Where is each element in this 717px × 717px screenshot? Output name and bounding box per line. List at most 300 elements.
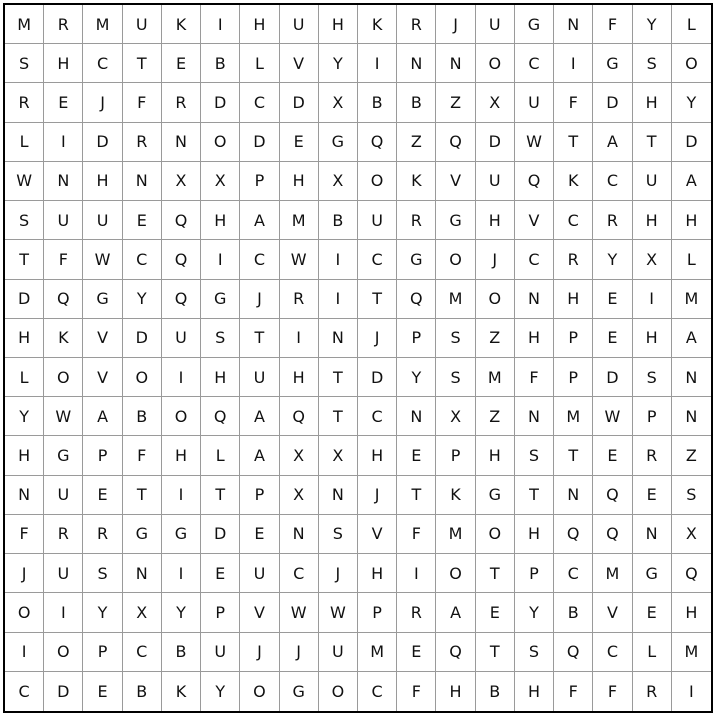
letter-cell[interactable]: W: [593, 397, 632, 436]
letter-cell[interactable]: U: [476, 5, 515, 44]
letter-cell[interactable]: B: [397, 83, 436, 122]
letter-cell[interactable]: O: [240, 672, 279, 711]
letter-cell[interactable]: B: [358, 83, 397, 122]
letter-cell[interactable]: F: [397, 672, 436, 711]
letter-cell[interactable]: N: [397, 44, 436, 83]
letter-cell[interactable]: O: [476, 280, 515, 319]
letter-cell[interactable]: F: [5, 515, 44, 554]
letter-cell[interactable]: T: [476, 633, 515, 672]
letter-cell[interactable]: V: [240, 593, 279, 632]
letter-cell[interactable]: N: [554, 476, 593, 515]
letter-cell[interactable]: O: [123, 358, 162, 397]
letter-cell[interactable]: P: [83, 436, 122, 475]
letter-cell[interactable]: U: [319, 633, 358, 672]
letter-cell[interactable]: T: [633, 123, 672, 162]
letter-cell[interactable]: R: [162, 83, 201, 122]
letter-cell[interactable]: S: [672, 476, 711, 515]
letter-cell[interactable]: A: [240, 436, 279, 475]
letter-cell[interactable]: X: [319, 436, 358, 475]
letter-cell[interactable]: H: [515, 672, 554, 711]
letter-cell[interactable]: P: [554, 358, 593, 397]
letter-cell[interactable]: P: [358, 593, 397, 632]
letter-cell[interactable]: R: [397, 5, 436, 44]
letter-cell[interactable]: Z: [476, 319, 515, 358]
letter-cell[interactable]: U: [280, 5, 319, 44]
letter-cell[interactable]: E: [397, 436, 436, 475]
letter-cell[interactable]: N: [319, 319, 358, 358]
letter-cell[interactable]: X: [476, 83, 515, 122]
letter-cell[interactable]: H: [515, 319, 554, 358]
letter-cell[interactable]: R: [593, 201, 632, 240]
letter-cell[interactable]: H: [201, 201, 240, 240]
letter-cell[interactable]: T: [240, 319, 279, 358]
letter-cell[interactable]: K: [554, 162, 593, 201]
letter-cell[interactable]: F: [593, 672, 632, 711]
letter-cell[interactable]: U: [515, 83, 554, 122]
letter-cell[interactable]: J: [83, 83, 122, 122]
letter-cell[interactable]: N: [554, 5, 593, 44]
letter-cell[interactable]: R: [5, 83, 44, 122]
letter-cell[interactable]: S: [5, 44, 44, 83]
letter-cell[interactable]: A: [83, 397, 122, 436]
letter-cell[interactable]: Q: [162, 201, 201, 240]
letter-cell[interactable]: J: [358, 476, 397, 515]
letter-cell[interactable]: P: [240, 476, 279, 515]
letter-cell[interactable]: K: [162, 672, 201, 711]
letter-cell[interactable]: X: [280, 476, 319, 515]
letter-cell[interactable]: G: [162, 515, 201, 554]
letter-cell[interactable]: A: [240, 201, 279, 240]
letter-cell[interactable]: H: [633, 319, 672, 358]
letter-cell[interactable]: J: [5, 554, 44, 593]
letter-cell[interactable]: O: [436, 554, 475, 593]
letter-cell[interactable]: Q: [162, 240, 201, 279]
letter-cell[interactable]: C: [240, 240, 279, 279]
letter-cell[interactable]: Y: [319, 44, 358, 83]
letter-cell[interactable]: Q: [162, 280, 201, 319]
letter-cell[interactable]: T: [515, 476, 554, 515]
letter-cell[interactable]: X: [162, 162, 201, 201]
letter-cell[interactable]: E: [593, 436, 632, 475]
letter-cell[interactable]: M: [672, 280, 711, 319]
letter-cell[interactable]: D: [83, 123, 122, 162]
letter-cell[interactable]: U: [476, 162, 515, 201]
letter-cell[interactable]: N: [123, 162, 162, 201]
letter-cell[interactable]: C: [280, 554, 319, 593]
letter-cell[interactable]: H: [162, 436, 201, 475]
letter-cell[interactable]: Q: [280, 397, 319, 436]
letter-cell[interactable]: G: [476, 476, 515, 515]
letter-cell[interactable]: V: [83, 358, 122, 397]
letter-cell[interactable]: N: [672, 397, 711, 436]
letter-cell[interactable]: O: [162, 397, 201, 436]
letter-cell[interactable]: T: [5, 240, 44, 279]
letter-cell[interactable]: O: [476, 515, 515, 554]
letter-cell[interactable]: S: [436, 358, 475, 397]
letter-cell[interactable]: F: [44, 240, 83, 279]
letter-cell[interactable]: N: [436, 44, 475, 83]
letter-cell[interactable]: N: [123, 554, 162, 593]
letter-cell[interactable]: M: [280, 201, 319, 240]
letter-cell[interactable]: Y: [633, 5, 672, 44]
letter-cell[interactable]: I: [201, 240, 240, 279]
letter-cell[interactable]: N: [5, 476, 44, 515]
letter-cell[interactable]: I: [554, 44, 593, 83]
letter-cell[interactable]: C: [515, 240, 554, 279]
letter-cell[interactable]: I: [44, 593, 83, 632]
letter-cell[interactable]: F: [554, 83, 593, 122]
letter-cell[interactable]: R: [554, 240, 593, 279]
letter-cell[interactable]: D: [476, 123, 515, 162]
letter-cell[interactable]: L: [240, 44, 279, 83]
letter-cell[interactable]: I: [162, 358, 201, 397]
letter-cell[interactable]: H: [358, 554, 397, 593]
letter-cell[interactable]: E: [397, 633, 436, 672]
letter-cell[interactable]: B: [162, 633, 201, 672]
letter-cell[interactable]: I: [280, 319, 319, 358]
letter-cell[interactable]: Y: [515, 593, 554, 632]
letter-cell[interactable]: I: [44, 123, 83, 162]
letter-cell[interactable]: O: [436, 240, 475, 279]
letter-cell[interactable]: Q: [554, 515, 593, 554]
letter-cell[interactable]: H: [515, 515, 554, 554]
letter-cell[interactable]: F: [593, 5, 632, 44]
letter-cell[interactable]: H: [672, 201, 711, 240]
letter-cell[interactable]: H: [5, 319, 44, 358]
letter-cell[interactable]: H: [672, 593, 711, 632]
letter-cell[interactable]: Q: [201, 397, 240, 436]
letter-cell[interactable]: Y: [397, 358, 436, 397]
letter-cell[interactable]: E: [201, 554, 240, 593]
letter-cell[interactable]: P: [201, 593, 240, 632]
letter-cell[interactable]: O: [672, 44, 711, 83]
letter-cell[interactable]: D: [593, 358, 632, 397]
letter-cell[interactable]: Q: [672, 554, 711, 593]
letter-cell[interactable]: I: [162, 476, 201, 515]
letter-cell[interactable]: U: [240, 554, 279, 593]
letter-cell[interactable]: I: [633, 280, 672, 319]
letter-cell[interactable]: K: [44, 319, 83, 358]
letter-cell[interactable]: O: [358, 162, 397, 201]
letter-cell[interactable]: Z: [436, 83, 475, 122]
letter-cell[interactable]: C: [554, 554, 593, 593]
letter-cell[interactable]: A: [672, 319, 711, 358]
letter-cell[interactable]: R: [397, 201, 436, 240]
letter-cell[interactable]: B: [201, 44, 240, 83]
letter-cell[interactable]: A: [593, 123, 632, 162]
letter-cell[interactable]: B: [319, 201, 358, 240]
letter-cell[interactable]: H: [240, 5, 279, 44]
letter-cell[interactable]: T: [123, 44, 162, 83]
letter-cell[interactable]: P: [554, 319, 593, 358]
letter-cell[interactable]: L: [672, 5, 711, 44]
letter-cell[interactable]: S: [633, 44, 672, 83]
letter-cell[interactable]: J: [319, 554, 358, 593]
letter-cell[interactable]: Q: [515, 162, 554, 201]
letter-cell[interactable]: W: [44, 397, 83, 436]
letter-cell[interactable]: G: [201, 280, 240, 319]
letter-cell[interactable]: K: [397, 162, 436, 201]
letter-cell[interactable]: R: [44, 5, 83, 44]
letter-cell[interactable]: J: [240, 633, 279, 672]
letter-cell[interactable]: M: [554, 397, 593, 436]
letter-cell[interactable]: D: [201, 515, 240, 554]
letter-cell[interactable]: I: [201, 5, 240, 44]
letter-cell[interactable]: B: [123, 397, 162, 436]
letter-cell[interactable]: N: [672, 358, 711, 397]
letter-cell[interactable]: E: [633, 476, 672, 515]
letter-cell[interactable]: O: [44, 358, 83, 397]
letter-cell[interactable]: Q: [554, 633, 593, 672]
letter-cell[interactable]: F: [123, 83, 162, 122]
letter-cell[interactable]: P: [515, 554, 554, 593]
letter-cell[interactable]: K: [436, 476, 475, 515]
letter-cell[interactable]: J: [240, 280, 279, 319]
letter-cell[interactable]: G: [44, 436, 83, 475]
letter-cell[interactable]: W: [280, 240, 319, 279]
letter-cell[interactable]: M: [476, 358, 515, 397]
letter-cell[interactable]: G: [319, 123, 358, 162]
letter-cell[interactable]: Y: [5, 397, 44, 436]
letter-cell[interactable]: I: [162, 554, 201, 593]
letter-cell[interactable]: V: [436, 162, 475, 201]
letter-cell[interactable]: D: [44, 672, 83, 711]
letter-cell[interactable]: X: [319, 162, 358, 201]
letter-cell[interactable]: D: [672, 123, 711, 162]
letter-cell[interactable]: P: [436, 436, 475, 475]
letter-cell[interactable]: X: [319, 83, 358, 122]
letter-cell[interactable]: I: [319, 280, 358, 319]
letter-cell[interactable]: D: [593, 83, 632, 122]
letter-cell[interactable]: W: [83, 240, 122, 279]
letter-cell[interactable]: T: [123, 476, 162, 515]
letter-cell[interactable]: P: [633, 397, 672, 436]
letter-cell[interactable]: T: [319, 358, 358, 397]
letter-cell[interactable]: R: [397, 593, 436, 632]
letter-cell[interactable]: S: [633, 358, 672, 397]
letter-cell[interactable]: J: [476, 240, 515, 279]
letter-cell[interactable]: G: [280, 672, 319, 711]
letter-cell[interactable]: C: [554, 201, 593, 240]
letter-cell[interactable]: C: [593, 162, 632, 201]
letter-cell[interactable]: A: [436, 593, 475, 632]
letter-cell[interactable]: F: [397, 515, 436, 554]
letter-cell[interactable]: E: [44, 83, 83, 122]
letter-cell[interactable]: Y: [123, 280, 162, 319]
letter-cell[interactable]: X: [123, 593, 162, 632]
letter-cell[interactable]: H: [554, 280, 593, 319]
letter-cell[interactable]: G: [436, 201, 475, 240]
letter-cell[interactable]: C: [358, 240, 397, 279]
letter-cell[interactable]: R: [280, 280, 319, 319]
letter-cell[interactable]: U: [240, 358, 279, 397]
letter-cell[interactable]: N: [515, 397, 554, 436]
letter-cell[interactable]: G: [123, 515, 162, 554]
letter-cell[interactable]: W: [280, 593, 319, 632]
letter-cell[interactable]: Q: [358, 123, 397, 162]
letter-cell[interactable]: S: [5, 201, 44, 240]
letter-cell[interactable]: N: [515, 280, 554, 319]
letter-cell[interactable]: G: [83, 280, 122, 319]
letter-cell[interactable]: C: [593, 633, 632, 672]
letter-cell[interactable]: C: [358, 672, 397, 711]
letter-cell[interactable]: H: [201, 358, 240, 397]
letter-cell[interactable]: H: [633, 201, 672, 240]
letter-cell[interactable]: X: [672, 515, 711, 554]
letter-cell[interactable]: Q: [593, 476, 632, 515]
letter-cell[interactable]: W: [319, 593, 358, 632]
letter-cell[interactable]: L: [5, 123, 44, 162]
letter-cell[interactable]: P: [83, 633, 122, 672]
letter-cell[interactable]: C: [83, 44, 122, 83]
letter-cell[interactable]: U: [83, 201, 122, 240]
letter-cell[interactable]: C: [515, 44, 554, 83]
letter-cell[interactable]: D: [358, 358, 397, 397]
letter-cell[interactable]: Y: [672, 83, 711, 122]
letter-cell[interactable]: V: [83, 319, 122, 358]
letter-cell[interactable]: H: [476, 201, 515, 240]
letter-cell[interactable]: T: [554, 123, 593, 162]
letter-cell[interactable]: F: [554, 672, 593, 711]
letter-cell[interactable]: R: [83, 515, 122, 554]
letter-cell[interactable]: X: [280, 436, 319, 475]
letter-cell[interactable]: U: [633, 162, 672, 201]
letter-cell[interactable]: E: [633, 593, 672, 632]
letter-cell[interactable]: A: [672, 162, 711, 201]
letter-cell[interactable]: V: [280, 44, 319, 83]
letter-cell[interactable]: O: [5, 593, 44, 632]
letter-cell[interactable]: U: [44, 554, 83, 593]
letter-cell[interactable]: U: [201, 633, 240, 672]
letter-cell[interactable]: D: [280, 83, 319, 122]
letter-cell[interactable]: O: [476, 44, 515, 83]
letter-cell[interactable]: I: [397, 554, 436, 593]
letter-cell[interactable]: E: [162, 44, 201, 83]
letter-cell[interactable]: T: [319, 397, 358, 436]
letter-cell[interactable]: Y: [593, 240, 632, 279]
letter-cell[interactable]: C: [358, 397, 397, 436]
letter-cell[interactable]: P: [397, 319, 436, 358]
letter-cell[interactable]: J: [280, 633, 319, 672]
letter-cell[interactable]: V: [358, 515, 397, 554]
letter-cell[interactable]: E: [83, 672, 122, 711]
letter-cell[interactable]: M: [672, 633, 711, 672]
letter-cell[interactable]: E: [83, 476, 122, 515]
letter-cell[interactable]: R: [44, 515, 83, 554]
letter-cell[interactable]: F: [123, 436, 162, 475]
letter-cell[interactable]: E: [593, 319, 632, 358]
letter-cell[interactable]: T: [201, 476, 240, 515]
letter-cell[interactable]: O: [319, 672, 358, 711]
letter-cell[interactable]: O: [201, 123, 240, 162]
letter-cell[interactable]: R: [633, 436, 672, 475]
letter-cell[interactable]: M: [593, 554, 632, 593]
letter-cell[interactable]: T: [554, 436, 593, 475]
letter-cell[interactable]: L: [633, 633, 672, 672]
letter-cell[interactable]: M: [436, 280, 475, 319]
letter-cell[interactable]: H: [633, 83, 672, 122]
letter-cell[interactable]: S: [515, 436, 554, 475]
letter-cell[interactable]: U: [44, 476, 83, 515]
letter-cell[interactable]: Z: [476, 397, 515, 436]
letter-cell[interactable]: U: [44, 201, 83, 240]
letter-cell[interactable]: I: [319, 240, 358, 279]
letter-cell[interactable]: V: [515, 201, 554, 240]
letter-cell[interactable]: H: [83, 162, 122, 201]
letter-cell[interactable]: H: [44, 44, 83, 83]
letter-cell[interactable]: S: [201, 319, 240, 358]
letter-cell[interactable]: G: [397, 240, 436, 279]
letter-cell[interactable]: S: [436, 319, 475, 358]
letter-cell[interactable]: I: [5, 633, 44, 672]
letter-cell[interactable]: O: [44, 633, 83, 672]
letter-cell[interactable]: E: [240, 515, 279, 554]
letter-cell[interactable]: G: [633, 554, 672, 593]
letter-cell[interactable]: N: [319, 476, 358, 515]
letter-cell[interactable]: T: [476, 554, 515, 593]
letter-cell[interactable]: Z: [672, 436, 711, 475]
letter-cell[interactable]: R: [633, 672, 672, 711]
letter-cell[interactable]: G: [593, 44, 632, 83]
letter-cell[interactable]: H: [5, 436, 44, 475]
letter-cell[interactable]: C: [123, 633, 162, 672]
letter-cell[interactable]: F: [515, 358, 554, 397]
letter-cell[interactable]: S: [83, 554, 122, 593]
letter-cell[interactable]: M: [83, 5, 122, 44]
letter-cell[interactable]: H: [358, 436, 397, 475]
letter-cell[interactable]: M: [436, 515, 475, 554]
letter-cell[interactable]: H: [436, 672, 475, 711]
letter-cell[interactable]: J: [358, 319, 397, 358]
letter-cell[interactable]: M: [5, 5, 44, 44]
letter-cell[interactable]: A: [240, 397, 279, 436]
letter-cell[interactable]: Q: [436, 633, 475, 672]
letter-cell[interactable]: H: [280, 358, 319, 397]
letter-cell[interactable]: Q: [436, 123, 475, 162]
letter-cell[interactable]: E: [476, 593, 515, 632]
letter-cell[interactable]: R: [123, 123, 162, 162]
letter-cell[interactable]: P: [240, 162, 279, 201]
letter-cell[interactable]: T: [358, 280, 397, 319]
letter-cell[interactable]: X: [201, 162, 240, 201]
letter-cell[interactable]: Q: [593, 515, 632, 554]
letter-cell[interactable]: I: [358, 44, 397, 83]
letter-cell[interactable]: I: [689, 681, 694, 701]
letter-cell[interactable]: D: [201, 83, 240, 122]
letter-cell[interactable]: U: [123, 5, 162, 44]
letter-cell[interactable]: S: [515, 633, 554, 672]
letter-cell[interactable]: L: [672, 240, 711, 279]
letter-cell[interactable]: S: [319, 515, 358, 554]
letter-cell[interactable]: H: [280, 162, 319, 201]
letter-cell[interactable]: N: [633, 515, 672, 554]
letter-cell[interactable]: G: [515, 5, 554, 44]
letter-cell[interactable]: C: [5, 672, 44, 711]
letter-cell[interactable]: M: [358, 633, 397, 672]
letter-cell[interactable]: L: [201, 436, 240, 475]
letter-cell[interactable]: K: [358, 5, 397, 44]
letter-cell[interactable]: T: [397, 476, 436, 515]
letter-cell[interactable]: N: [162, 123, 201, 162]
letter-cell[interactable]: E: [123, 201, 162, 240]
letter-cell[interactable]: E: [593, 280, 632, 319]
letter-cell[interactable]: K: [162, 5, 201, 44]
letter-cell[interactable]: W: [5, 162, 44, 201]
letter-cell[interactable]: Z: [397, 123, 436, 162]
letter-cell[interactable]: H: [319, 5, 358, 44]
letter-cell[interactable]: X: [436, 397, 475, 436]
letter-cell[interactable]: U: [358, 201, 397, 240]
